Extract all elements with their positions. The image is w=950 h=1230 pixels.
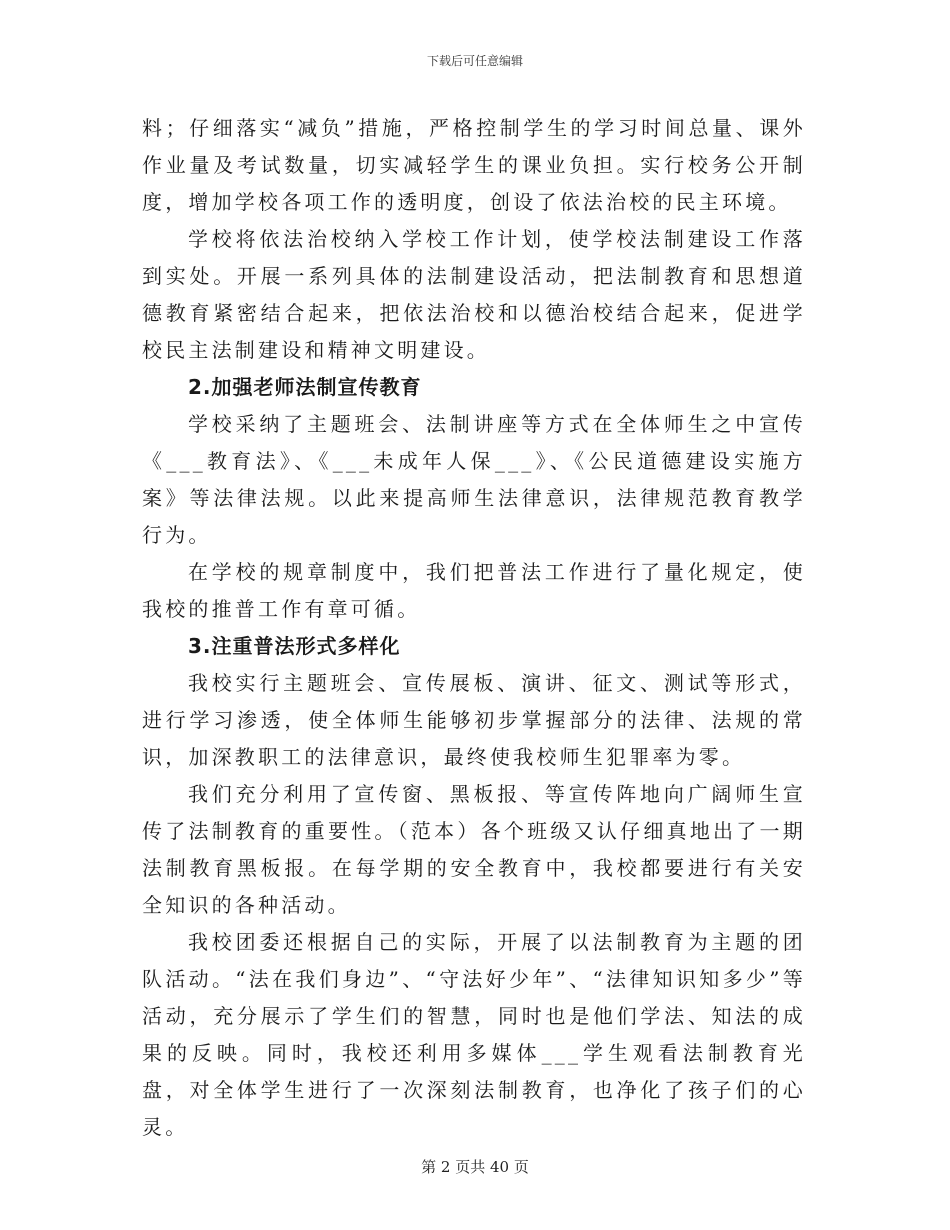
paragraph-blackboard: 我们充分利用了宣传窗、黑板报、等宣传阵地向广阔师生宣传了法制教育的重要性。（范本）各个班级又认仔细真地出了一期法制教育黑板报。在每学期的安全教育中，我校都要进行有关安全知识的各种活动。 [142,782,806,917]
paragraph-rule-of-law: 学校将依法治校纳入学校工作计划，使学校法制建设工作落到实处。开展一系列具体的法制建设活动，把法制教育和思想道德教育紧密结合起来，把依法治校和以德治校结合起来，促进学校民主法制建设和精神文明建设。 [142,227,806,362]
section-heading-2: 2.加强老师法制宣传教育 [188,375,422,399]
paragraph-regulations: 在学校的规章制度中，我们把普法工作进行了量化规定，使我校的推普工作有章可循。 [142,560,806,621]
document-body [142,110,806,1146]
paragraph-league-activities: 我校团委还根据自己的实际，开展了以法制教育为主题的团队活动。“法在我们身边”、“守法好少年”、“法律知识知多少”等活动，充分展示了学生们的智慧，同时也是他们学法、知法的成果的反映。同时，我校还利用多媒体___学生观看法制教育光盘，对全体学生进行了一次深刻法制教育，也净化了孩子们的心灵。 [142,930,806,1139]
paragraph-publicity: 学校采纳了主题班会、法制讲座等方式在全体师生之中宣传《___教育法》、《___未成年人保___》、《公民道德建设实施方案》等法律法规。以此来提高师生法律意识，法律规范教育教学行为。 [142,412,806,547]
page-footer: 第 2 页共 40 页 [421,1158,529,1176]
paragraph-continuation: 料；仔细落实“减负”措施，严格控制学生的学习时间总量、课外作业量及考试数量，切实减轻学生的课业负担。实行校务公开制度，增加学校各项工作的透明度，创设了依法治校的民主环境。 [142,116,806,214]
page-header: 下载后可任意编辑 [426,54,523,68]
paragraph-forms: 我校实行主题班会、宣传展板、演讲、征文、测试等形式，进行学习渗透，使全体师生能够初步掌握部分的法律、法规的常识，加深教职工的法律意识，最终使我校师生犯罪率为零。 [142,671,806,769]
section-heading-3: 3.注重普法形式多样化 [188,634,401,658]
